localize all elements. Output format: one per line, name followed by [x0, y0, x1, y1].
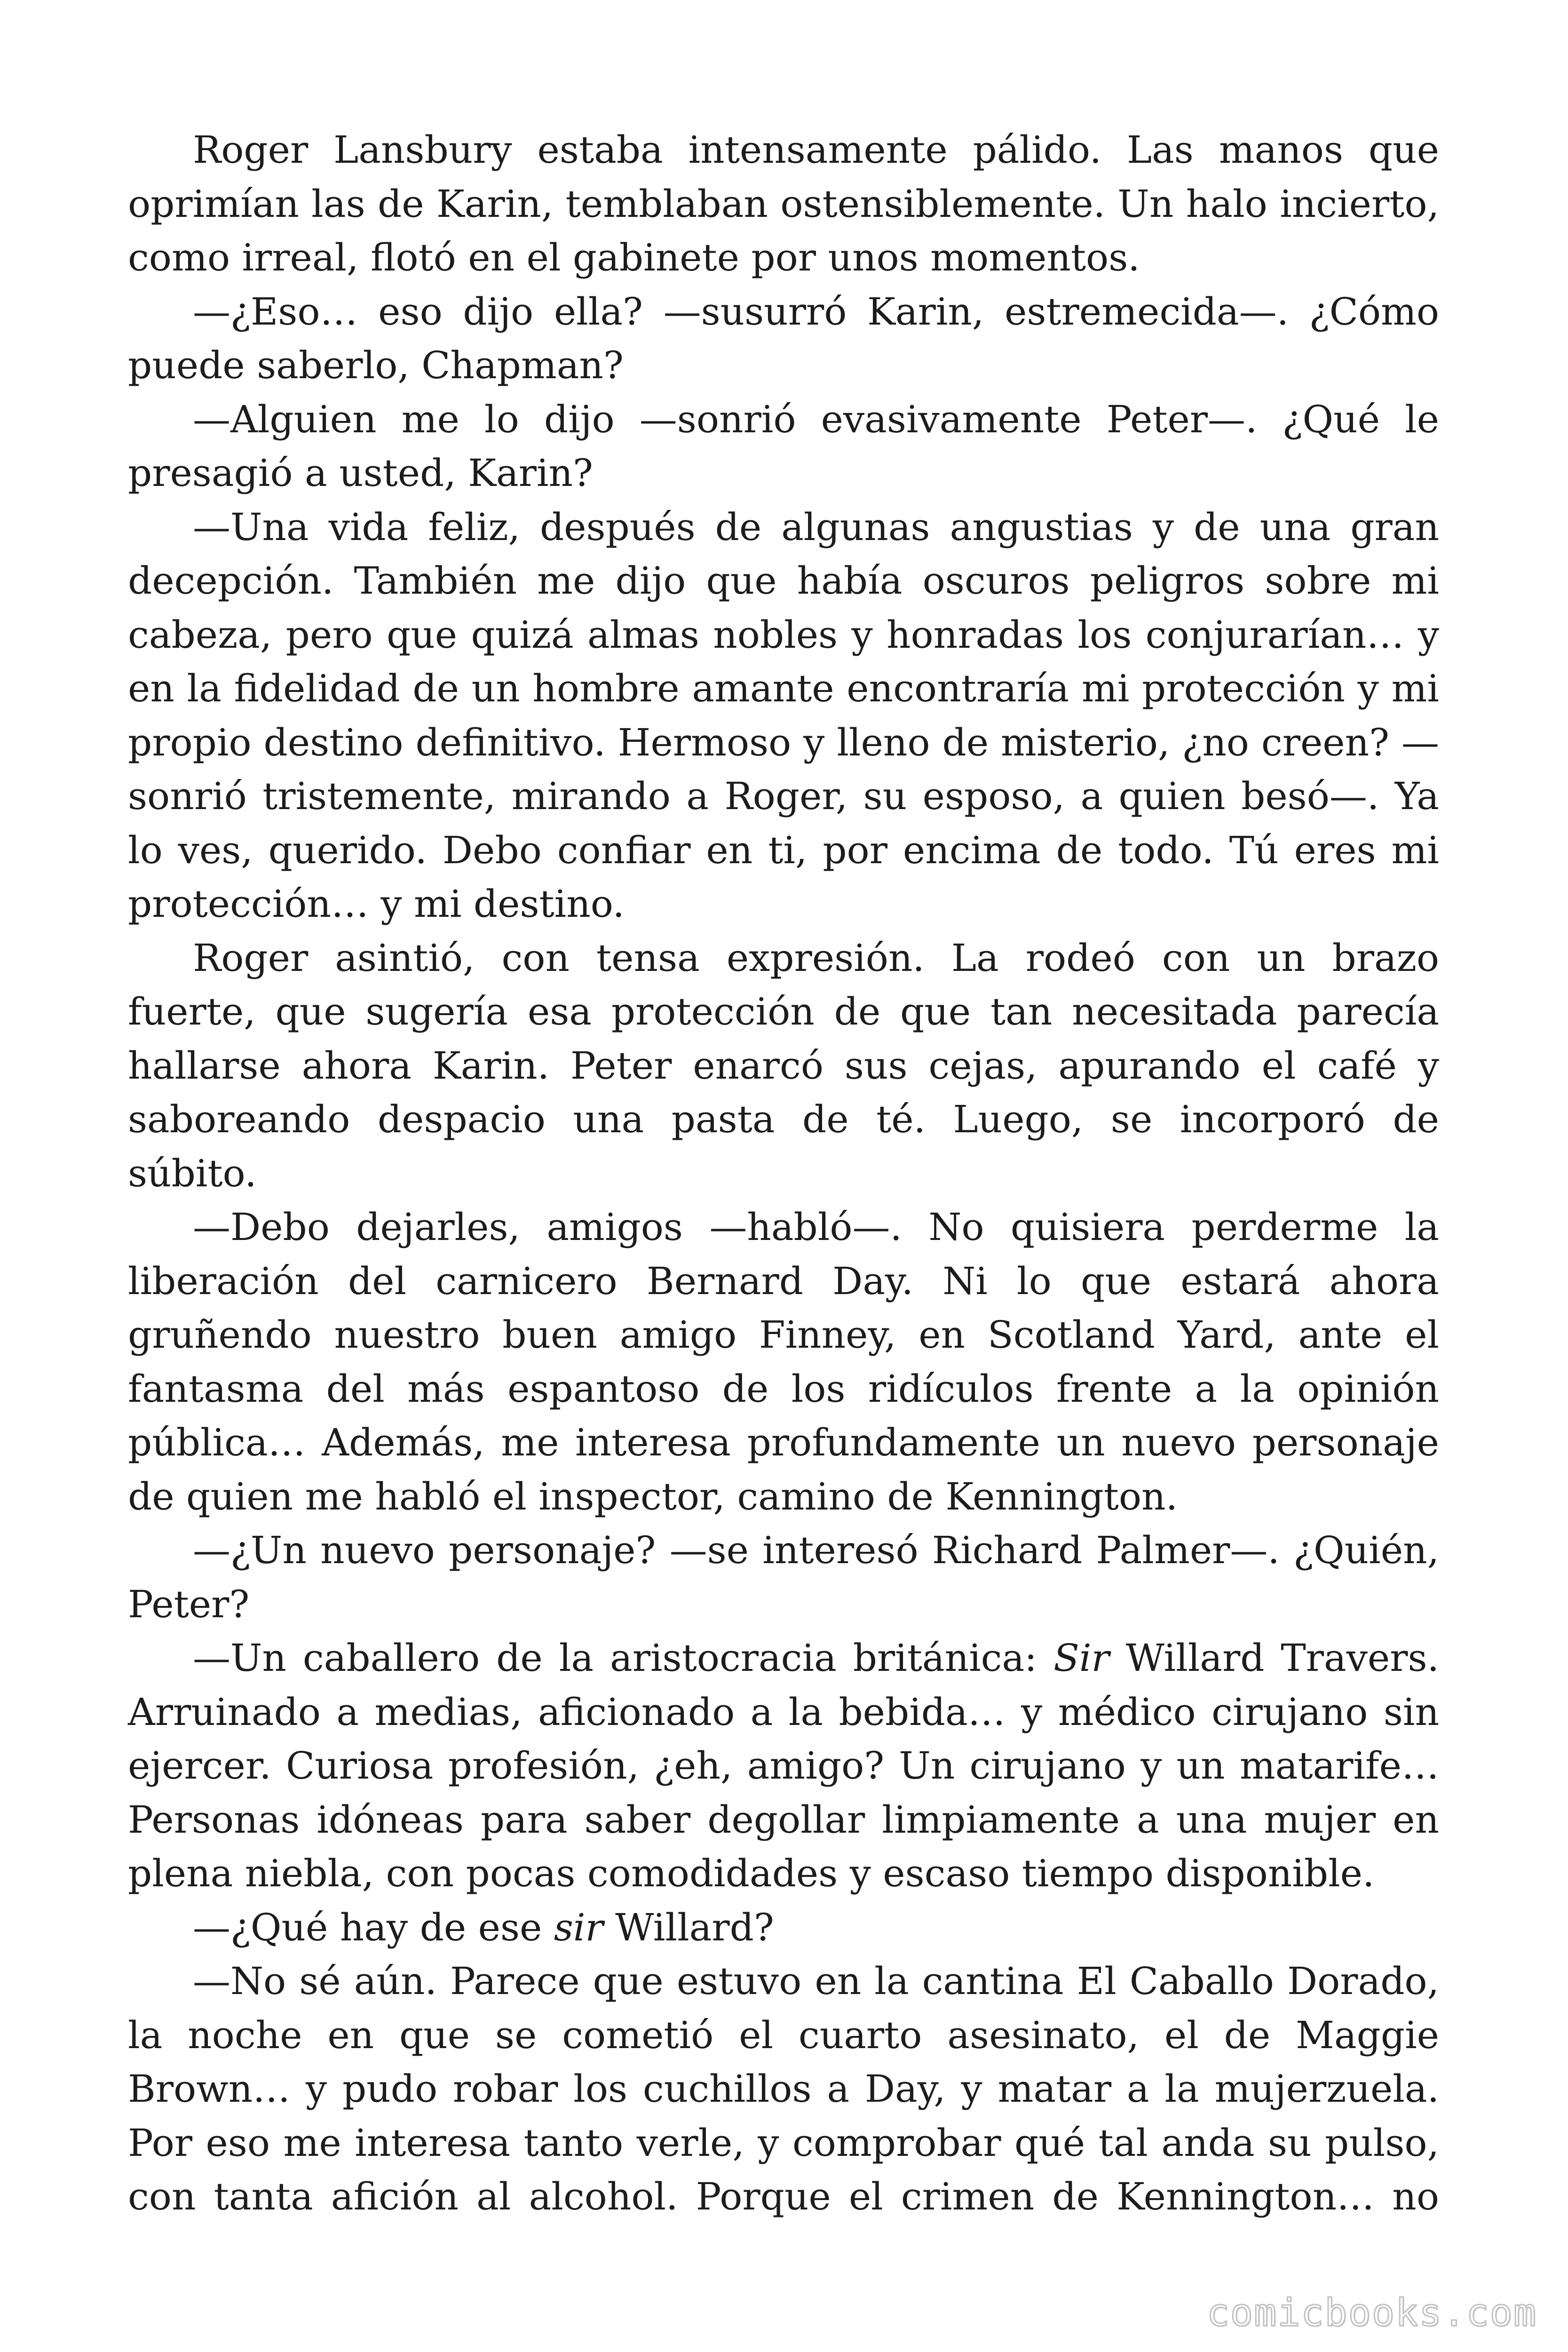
text-segment: —Debo dejarles, amigos —habló—. No quisiera perderme la liberación del carnicero Bernard Day. Ni lo que estará ahora gruñendo nuestro buen amigo Finney, en Scotland Yard, ante el fantasma del más espantoso de los ridículos frente a la opinión pública… Además, me interesa profundamente un nuevo personaje de quien me habló el inspector, camino de Kennington. — [128, 1205, 1439, 1518]
paragraph — [128, 1200, 1439, 1524]
paragraph — [128, 501, 1439, 931]
text-segment: —¿Qué hay de ese — [193, 1905, 554, 1949]
paragraph — [128, 1631, 1439, 1901]
italic-text-segment: sir — [554, 1905, 603, 1949]
watermark: comicbooks.com — [1206, 2291, 1537, 2335]
text-segment: —¿Eso… eso dijo ella? —susurró Karin, estremecida—. ¿Cómo puede saberlo, Chapman? — [128, 289, 1439, 387]
text-segment: —¿Un nuevo personaje? —se interesó Richard Palmer—. ¿Quién, Peter? — [128, 1528, 1439, 1626]
paragraph — [128, 393, 1439, 501]
text-segment: Willard? — [603, 1905, 774, 1949]
text-segment: Willard Travers. Arruinado a medias, aficionado a la bebida… y médico cirujano sin ejercer. Curiosa profesión, ¿eh, amigo? Un cirujano y un matarife… Personas idóneas para saber degollar limpiamente a una mujer en plena niebla, con pocas comodidades y escaso tiempo disponible. — [128, 1636, 1439, 1895]
paragraph — [128, 931, 1439, 1201]
text-segment: —Alguien me lo dijo —sonrió evasivamente Peter—. ¿Qué le presagió a usted, Karin? — [128, 397, 1439, 495]
text-segment: Roger asintió, con tensa expresión. La rodeó con un brazo fuerte, que sugería esa protección de que tan necesitada parecía hallarse ahora Karin. Peter enarcó sus cejas, apurando el café y saboreando despacio una pasta de té. Luego, se incorporó de súbito. — [128, 936, 1439, 1195]
paragraph — [128, 1524, 1439, 1631]
paragraph — [128, 285, 1439, 393]
paragraph — [128, 123, 1439, 285]
text-segment: —No sé aún. Parece que estuvo en la cantina El Caballo Dorado, la noche en que se cometió el cuarto asesinato, el de Maggie Brown… y pudo robar los cuchillos a Day, y matar a la mujerzuela. Por eso me interesa tanto verle, y comprobar qué tal anda su pulso, con tanta afición al alcohol. Porque el crimen de Kennington… no — [128, 1959, 1439, 2218]
paragraph-continued — [128, 1955, 1439, 2224]
paragraph — [128, 1901, 1439, 1955]
text-segment: —Un caballero de la aristocracia británica: — [193, 1636, 1054, 1680]
text-segment: Roger Lansbury estaba intensamente pálido. Las manos que oprimían las de Karin, temblaban ostensiblemente. Un halo incierto, como irreal, flotó en el gabinete por unos momentos. — [128, 128, 1439, 279]
italic-text-segment: Sir — [1053, 1636, 1109, 1680]
body-text — [128, 123, 1439, 2224]
text-segment: —Una vida feliz, después de algunas angustias y de una gran decepción. También me dijo que había oscuros peligros sobre mi cabeza, pero que quizá almas nobles y honradas los conjurarían… y en la fidelidad de un hombre amante encontraría mi protección y mi propio destino definitivo. Hermoso y lleno de misterio, ¿no creen? —sonrió tristemente, mirando a Roger, su esposo, a quien besó—. Ya lo ves, querido. Debo confiar en ti, por encima de todo. Tú eres mi protección… y mi destino. — [128, 505, 1439, 926]
